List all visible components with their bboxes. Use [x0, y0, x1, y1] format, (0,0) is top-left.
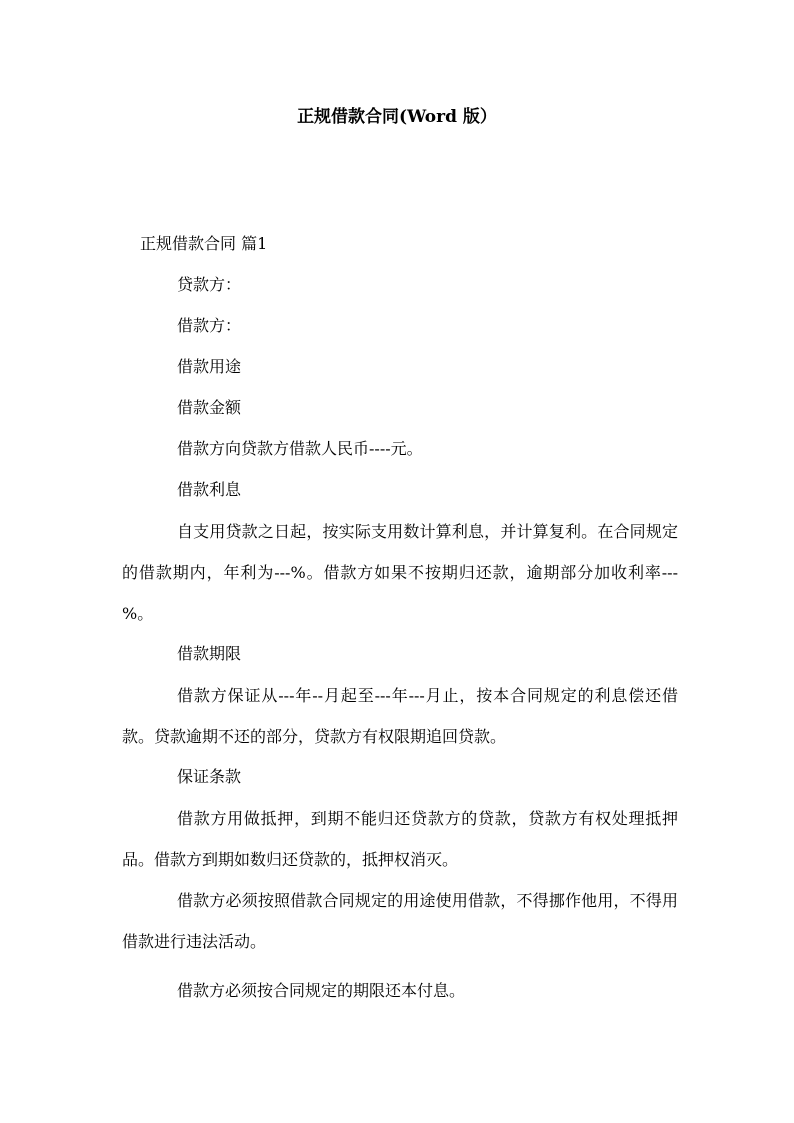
purpose-heading: 借款用途 — [177, 357, 242, 376]
guarantee-paragraph-1: 借款方用做抵押，到期不能归还贷款方的贷款，贷款方有权处理抵押品。借款方到期如数归还贷款的，抵押权消灭。 — [122, 809, 678, 869]
interest-heading: 借款利息 — [177, 480, 242, 499]
section-heading: 正规借款合同 篇1 — [140, 234, 268, 253]
amount-text: 借款方向贷款方借款人民币----元。 — [177, 439, 423, 458]
term-heading: 借款期限 — [177, 644, 242, 663]
document-title: 正规借款合同(Word 版） — [297, 107, 497, 127]
borrower-label: 借款方： — [177, 316, 242, 335]
guarantee-heading: 保证条款 — [177, 767, 242, 786]
guarantee-paragraph-3: 借款方必须按合同规定的期限还本付息。 — [177, 981, 466, 1000]
lender-label: 贷款方： — [177, 275, 242, 294]
term-paragraph: 借款方保证从---年--月起至---年---月止，按本合同规定的利息偿还借款。贷款逾期不还的部分，贷款方有权限期追回贷款。 — [122, 686, 678, 746]
interest-paragraph: 自支用贷款之日起，按实际支用数计算利息，并计算复利。在合同规定的借款期内，年利为---%。借款方如果不按期归还款，逾期部分加收利率---%。 — [122, 522, 678, 623]
amount-heading: 借款金额 — [177, 398, 242, 417]
guarantee-paragraph-2: 借款方必须按照借款合同规定的用途使用借款，不得挪作他用，不得用借款进行违法活动。 — [122, 891, 678, 951]
